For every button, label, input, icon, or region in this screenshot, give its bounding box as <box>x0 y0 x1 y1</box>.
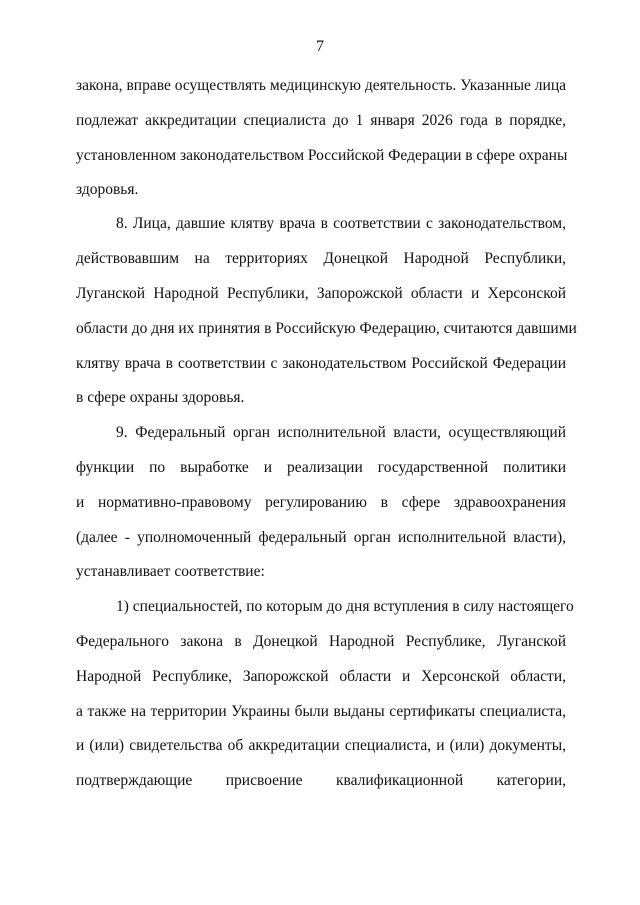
paragraph-line: 1) специальностей, по которым до дня вступления в силу настоящего <box>116 598 574 615</box>
paragraph-line: области до дня их принятия в Российскую Федерацию, считаются давшими <box>76 320 577 337</box>
paragraph-line: функции по выработке и реализации государственной политики <box>76 459 566 476</box>
page-number: 7 <box>316 38 324 55</box>
paragraph-line: клятву врача в соответствии с законодательством Российской Федерации <box>76 355 566 372</box>
paragraph-line: подтверждающие присвоение квалификационной категории, <box>76 772 566 789</box>
paragraph-line: 8. Лица, давшие клятву врача в соответствии с законодательством, <box>116 215 566 232</box>
paragraph-line: в сфере охраны здоровья. <box>76 389 245 406</box>
paragraph-line: а также на территории Украины были выданы сертификаты специалиста, <box>76 703 566 720</box>
paragraph-line: 9. Федеральный орган исполнительной власти, осуществляющий <box>116 424 566 441</box>
paragraph-line: действовавшим на территориях Донецкой Народной Республики, <box>76 250 566 267</box>
paragraph-line: установленном законодательством Российской Федерации в сфере охраны <box>76 147 568 164</box>
paragraph-line: (далее - уполномоченный федеральный орган исполнительной власти), <box>76 529 566 546</box>
paragraph-line: Народной Республике, Запорожской области и Херсонской области, <box>76 668 566 685</box>
paragraph-line: подлежат аккредитации специалиста до 1 января 2026 года в порядке, <box>76 112 566 129</box>
paragraph-line: закона, вправе осуществлять медицинскую деятельность. Указанные лица <box>76 77 566 94</box>
paragraph-line: и нормативно-правовому регулированию в сфере здравоохранения <box>76 494 566 511</box>
paragraph-line: Федерального закона в Донецкой Народной Республике, Луганской <box>76 633 566 650</box>
paragraph-line: Луганской Народной Республики, Запорожской области и Херсонской <box>76 285 566 302</box>
paragraph-line: здоровья. <box>76 181 139 198</box>
paragraph-line: устанавливает соответствие: <box>76 563 265 580</box>
paragraph-line: и (или) свидетельства об аккредитации специалиста, и (или) документы, <box>76 737 566 754</box>
